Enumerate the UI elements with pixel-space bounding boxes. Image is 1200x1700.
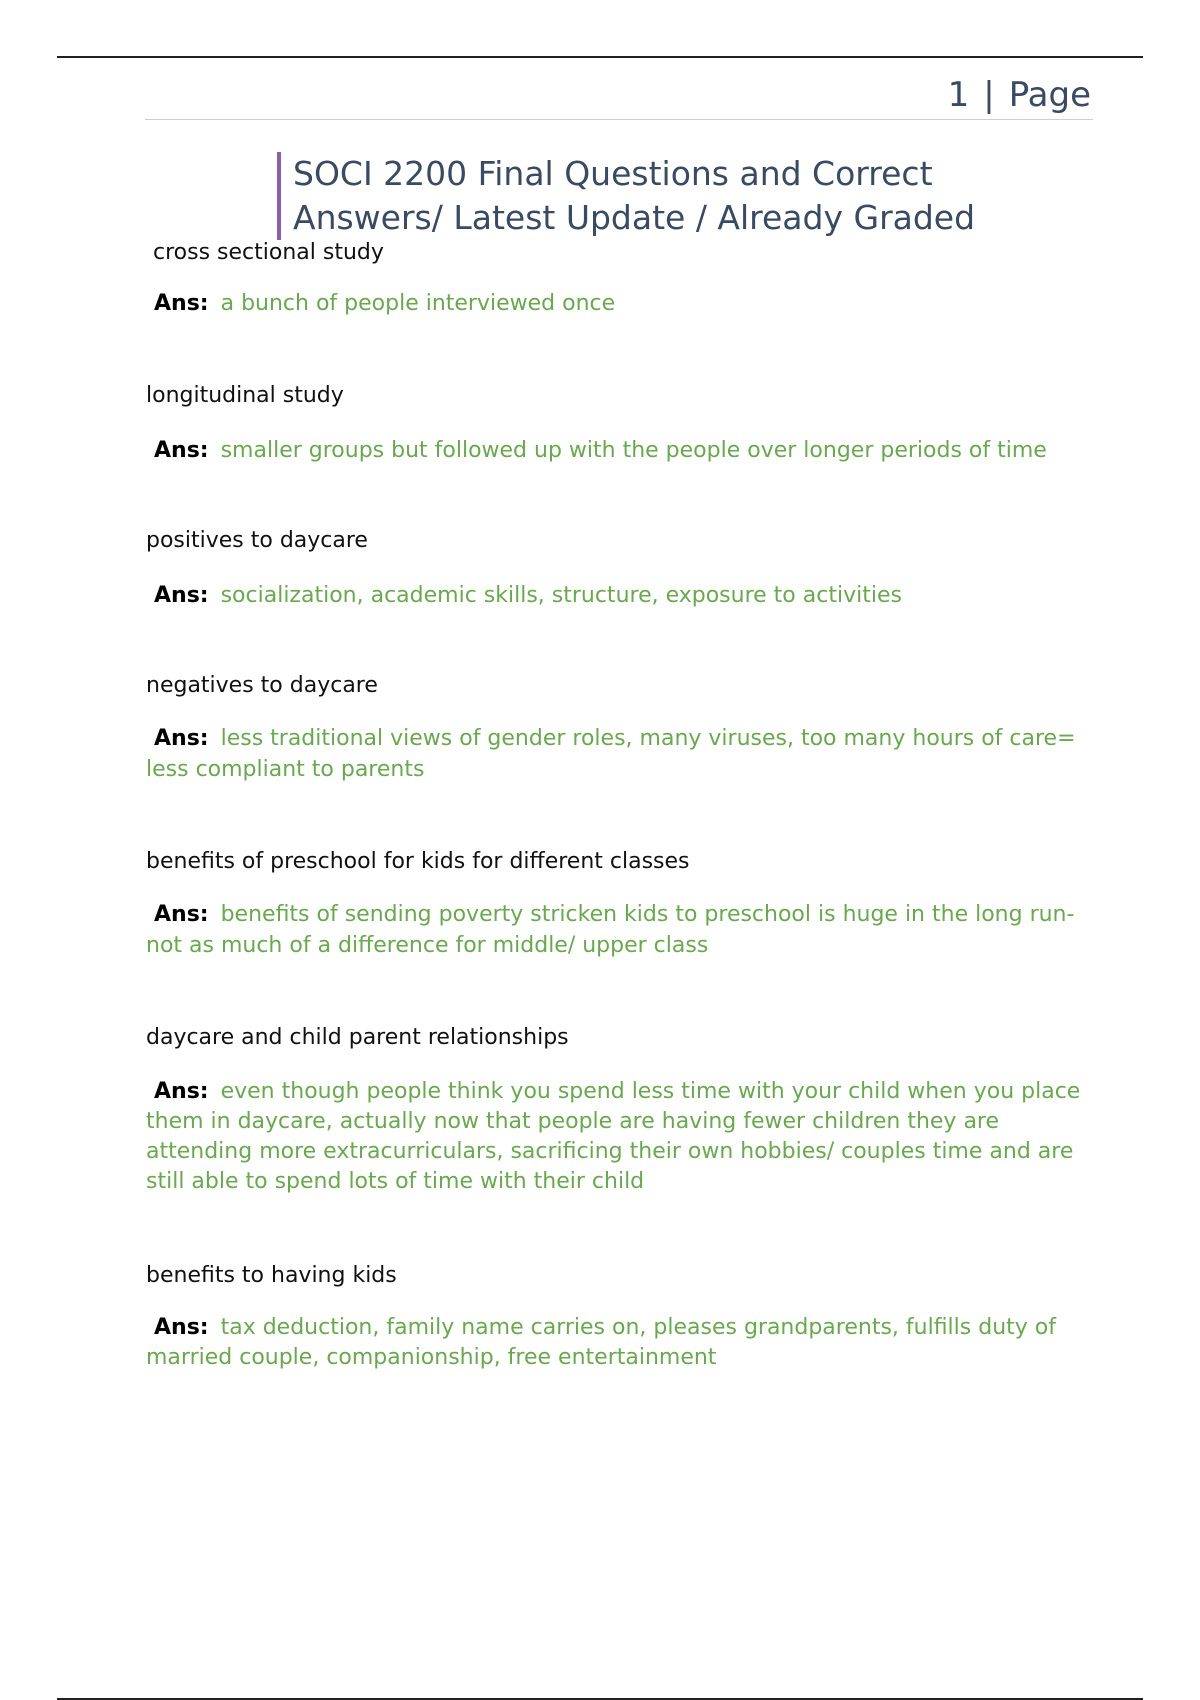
top-rule — [57, 56, 1143, 58]
answer-text: a bunch of people interviewed once — [220, 291, 616, 316]
page-separator: | — [983, 75, 995, 115]
answer-text: less traditional views of gender roles, many viruses, too many hours of care= less compliant to parents — [146, 726, 1076, 782]
title-line-1: SOCI 2200 Final Questions and Correct — [293, 154, 933, 193]
page-number: 1 — [947, 75, 970, 115]
question: cross sectional study — [153, 240, 384, 265]
answer — [146, 1077, 1091, 1197]
answer-text: tax deduction, family name carries on, pleases grandparents, fulfills duty of married couple, companionship, free entertainment — [146, 1315, 1056, 1370]
ans-label: Ans: — [154, 438, 209, 463]
question: benefits to having kids — [146, 1263, 397, 1288]
answer — [146, 899, 1091, 961]
ans-label: Ans: — [154, 1079, 209, 1104]
ans-label: Ans: — [154, 726, 209, 751]
question: daycare and child parent relationships — [146, 1025, 569, 1050]
answer — [146, 435, 1091, 466]
title-line-2: Answers/ Latest Update / Already Graded — [293, 198, 976, 237]
question: benefits of preschool for kids for different classes — [146, 849, 690, 874]
answer-text: benefits of sending poverty stricken kids to preschool is huge in the long run- not as much of a difference for middle/ upper class — [146, 902, 1075, 958]
qa-item — [146, 847, 1091, 961]
ans-label: Ans: — [154, 583, 209, 608]
answer-text: smaller groups but followed up with the people over longer periods of time — [220, 438, 1047, 463]
question: negatives to daycare — [146, 673, 378, 698]
answer-text: socialization, academic skills, structure, exposure to activities — [220, 583, 902, 608]
answer — [146, 1313, 1091, 1373]
qa-item — [146, 238, 1091, 319]
answer — [146, 580, 1091, 611]
qa-item — [146, 671, 1091, 785]
qa-item — [146, 526, 1091, 611]
page-label: Page — [1008, 75, 1091, 115]
qa-item — [146, 1023, 1091, 1197]
document-title — [277, 152, 1053, 240]
qa-item — [146, 1261, 1091, 1373]
ans-label: Ans: — [154, 1315, 209, 1340]
answer — [146, 288, 1091, 319]
page-header — [145, 70, 1093, 120]
answer — [146, 723, 1091, 785]
question: longitudinal study — [146, 383, 344, 408]
question: positives to daycare — [146, 528, 368, 553]
answer-text: even though people think you spend less time with your child when you place them in daycare, actually now that people are having fewer children they are attending more extracurriculars, sacrificing their own hobbies/ couples time and are still able to spend lots of time with their child — [146, 1079, 1081, 1194]
ans-label: Ans: — [154, 902, 209, 927]
ans-label: Ans: — [154, 291, 209, 316]
qa-item — [146, 381, 1091, 466]
